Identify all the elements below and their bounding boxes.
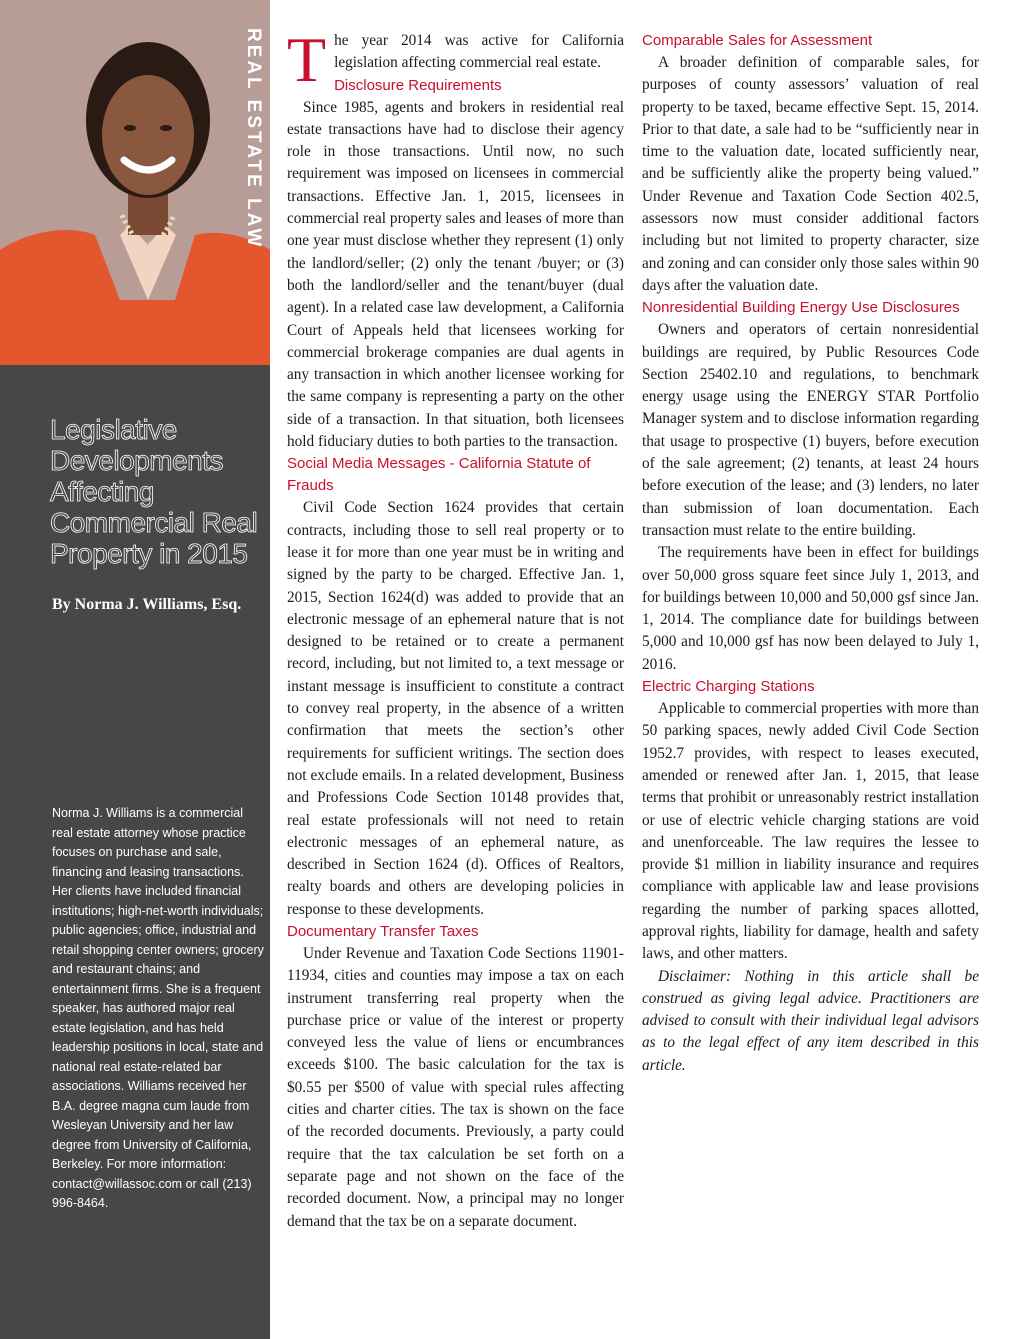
heading-comparable-sales: Comparable Sales for Assessment <box>642 32 873 49</box>
intro-paragraph: he year 2014 was active for California legislation affecting commercial real estate. <box>334 32 624 72</box>
title-line: Affecting <box>50 476 154 507</box>
heading-charging-stations: Electric Charging Stations <box>642 678 815 696</box>
heading-social-media: Social Media Messages - California Statute of Frauds <box>287 455 591 495</box>
paragraph-transfer-taxes: Under Revenue and Taxation Code Sections 11901-11934, cities and counties may impose a tax on each instrument transferring real property when the purchase price or value of the interest or property conveyed less the value of liens or encumbrances exceeds $100. The basic calculation for the tax is $0.55 per $500 of value with special rules affecting cities and charter cities. The tax is shown on the face of the recorded documents. Previously, a party could require that the tax calculation be set forth on a separate page and not shown on the face of the recorded document. Now, a principal may no longer demand that the tax be on a separate document. <box>287 944 624 1230</box>
heading-energy-disclosure: Nonresidential Building Energy Use Disclosures <box>642 299 960 317</box>
paragraph-comparable-sales: A broader definition of comparable sales, for purposes of county assessors’ valuation of real property to be taxed, became effective Sept. 15, 2014. Prior to that date, a sale had to be “sufficiently near in time to the valuation date, located sufficiently near, and be sufficiently alike the property being valued.” Under Revenue and Taxation Code Section 402.5, assessors now must consider additional factors including but not limited to property character, size and zoning and can consider only those sales within 90 days after the valuation date. <box>642 54 979 294</box>
paragraph-energy-1: Owners and operators of certain nonresidential buildings are required, by Public Resources Code Section 25402.10 and regulations, to benchmark energy usage using the ENERGY STAR Portfolio Manager system and to disclose information regarding that usage to prospective (1) buyers, before execution of the sale agreement; (2) tenants, at least 24 hours before execution of the lease; and (3) lenders, no later than submission of loan documentation. Each transaction must relate to the entire building. <box>642 321 979 539</box>
heading-transfer-taxes: Documentary Transfer Taxes <box>287 922 479 940</box>
article-title <box>50 414 265 569</box>
paragraph-disclosure: Since 1985, agents and brokers in residential real estate transactions have had to disclose their agency role in those transactions. Until now, no such requirement was imposed on licensees in commercial transactions. Effective Jan. 1, 2015, licensees in commercial real property sales and leases of more than one year must disclose whether they represent (1) only the landlord/seller; (2) only the tenant /buyer; or (3) both the landlord/seller and the tenant/buyer (dual agent). In a related case law development, a California Court of Appeals held that licensees working for commercial brokerage companies are dual agents in any transaction in which another licensee working for the same company is representing a party on the other side of a transaction. In that situation, both licensees hold fiduciary duties to both parties to the transaction. <box>287 98 624 451</box>
title-line: Developments <box>50 445 223 476</box>
paragraph-energy-2: The requirements have been in effect for buildings over 50,000 gross square feet since July 1, 2013, and for buildings between 10,000 and 50,000 gsf since Jan. 1, 2014. The compliance date for buildings between 5,000 and 10,000 gsf has now been delayed to July 1, 2016. <box>642 544 979 673</box>
section-label: REAL ESTATE LAW <box>243 28 264 250</box>
sidebar <box>0 0 270 1339</box>
drop-cap: T <box>287 24 327 95</box>
byline: By Norma J. Williams, Esq. <box>52 596 242 613</box>
title-line: Commercial Real <box>50 507 258 538</box>
article-column-1 <box>287 24 624 1233</box>
paragraph-social-media: Civil Code Section 1624 provides that certain contracts, including those to sell real property or to lease it for more than one year must be in writing and signed by the party to be charged. Effective Jan. 1, 2015, Section 1624(d) was added to provide that an electronic message of an ephemeral nature that is not designed to be retained or to create a permanent record, including, but not limited to, a text message or instant message is insufficient to constitute a contract to convey real property, in the absence of a written confirmation that meets the section’s other requirements for sufficient writings. The section does not exclude emails. In a related development, Business and Professions Code Section 10148 provides that, real estate professionals will not need to retain electronic messages of an ephemeral nature, as described in Section 1624 (d). Offices of Realtors, realty boards and others are developing policies in response to these developments. <box>287 499 624 918</box>
author-bio: Norma J. Williams is a commercial real estate attorney whose practice focuses on purchase and sale, financing and leasing transactions. Her clients have included financial institutions; high-net-worth individuals; public agencies; office, industrial and retail shopping center owners; grocery and restaurant chains; and entertainment firms. She is a frequent speaker, has authored major real estate legislation, and has held leadership positions in local, state and national real estate-related bar associations. Williams received her B.A. degree magna cum laude from Wesleyan University and her law degree from University of California, Berkeley. For more information: contact@willassoc.com or call (213) 996-8464. <box>52 806 264 1210</box>
disclaimer: Disclaimer: Nothing in this article shall be construed as giving legal advice. Practitioners are advised to consult with their individual legal advisors as to the legal effect of any item described in this article. <box>642 967 979 1074</box>
title-line: Legislative <box>50 414 177 445</box>
article-column-2 <box>642 30 979 1077</box>
paragraph-charging-stations: Applicable to commercial properties with more than 50 parking spaces, newly added Civil Code Section 1952.7 provides, with respect to leases executed, amended or renewed after Jan. 1, 2015, that lease terms that prohibit or unreasonably restrict installation or use of electric vehicle charging stations are void and unenforceable. The law requires the lessee to provide $1 million in liability insurance and requires compliance with applicable law and lease provisions regarding the number of parking spaces allotted, approval rights, liability for damage, health and safety laws, and other matters. <box>642 700 979 963</box>
title-line: Property in 2015 <box>50 538 248 569</box>
heading-disclosure: Disclosure Requirements <box>334 76 502 94</box>
